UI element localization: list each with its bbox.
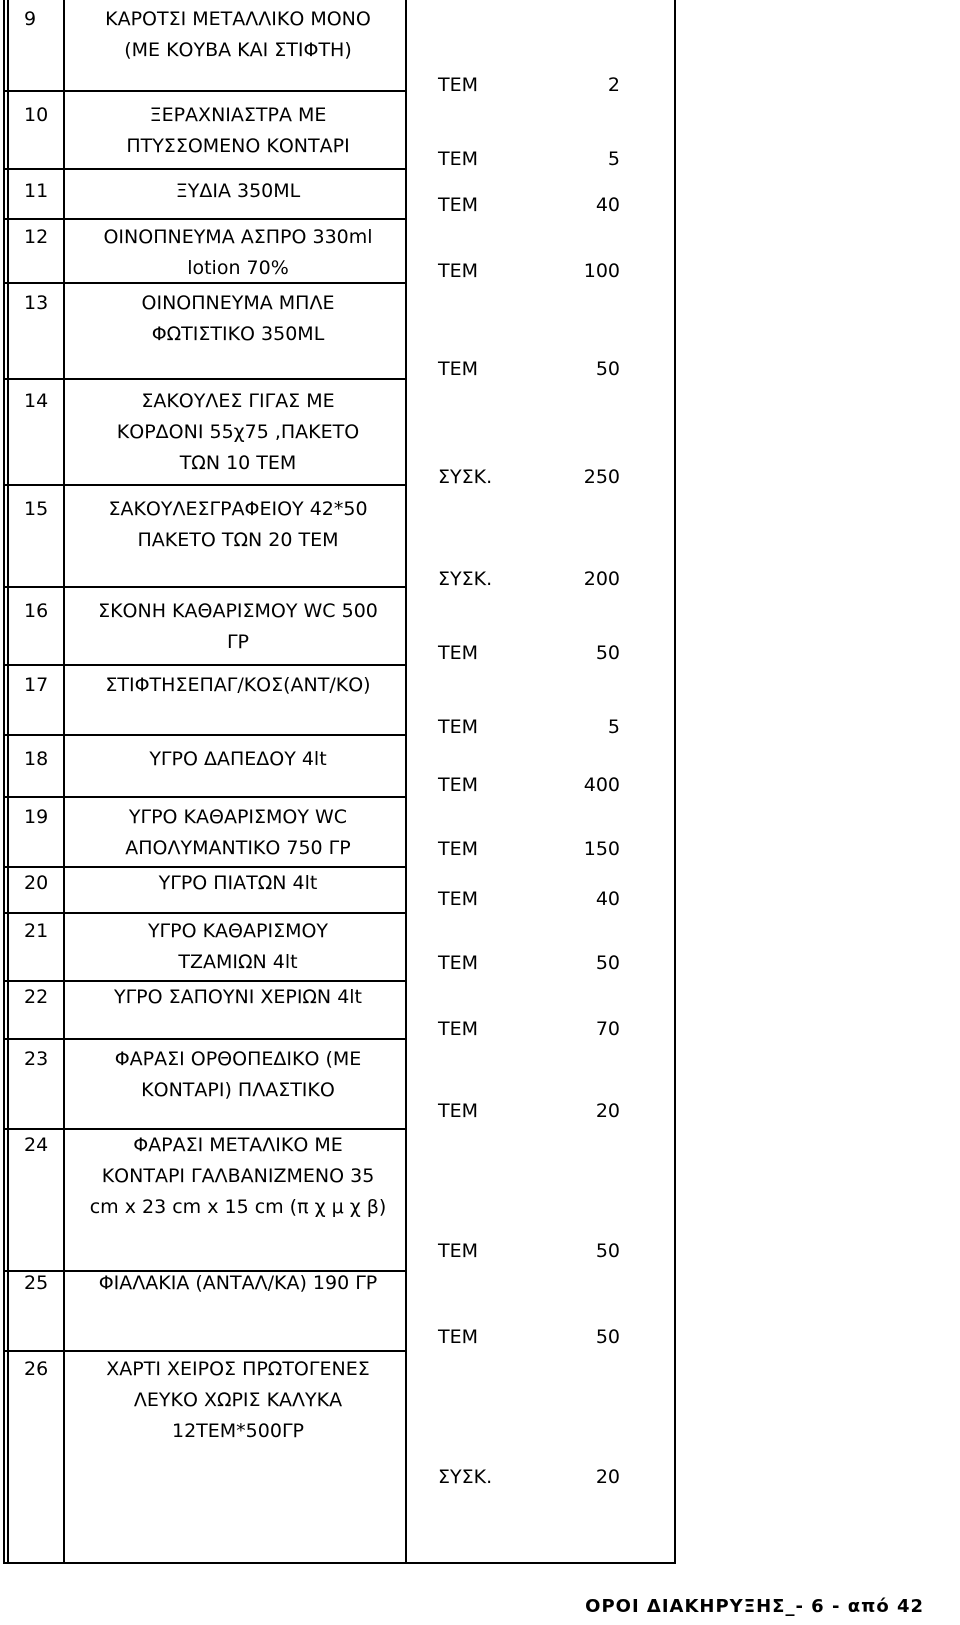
col-divider-num	[63, 0, 65, 1563]
row-description	[70, 176, 406, 207]
row-number: 14	[24, 390, 49, 412]
row-divider	[4, 734, 406, 736]
row-quantity: 50	[595, 1240, 620, 1262]
description-line: ΑΠΟΛΥΜΑΝΤΙΚΟ 750 ΓΡ	[125, 837, 351, 859]
row-quantity: 2	[607, 74, 620, 96]
row-unit: ΤΕΜ	[438, 358, 479, 380]
row-number: 20	[24, 872, 49, 894]
row-description	[70, 1268, 406, 1299]
row-number: 24	[24, 1134, 49, 1156]
row-unit: ΤΕΜ	[438, 642, 479, 664]
row-unit: ΤΕΜ	[438, 260, 479, 282]
description-line: ΞΕΡΑΧΝΙΑΣΤΡΑ ΜΕ	[149, 104, 327, 126]
row-quantity: 100	[583, 260, 620, 282]
row-unit: ΤΕΜ	[438, 1240, 479, 1262]
row-number: 23	[24, 1048, 49, 1070]
row-divider	[4, 168, 406, 170]
row-divider	[4, 1038, 406, 1040]
description-line: ΠΑΚΕΤΟ ΤΩΝ 20 ΤΕΜ	[137, 529, 339, 551]
row-description	[70, 982, 406, 1013]
row-description	[70, 100, 406, 162]
row-description	[70, 1354, 406, 1447]
row-description	[70, 4, 406, 66]
row-quantity: 5	[607, 716, 620, 738]
row-unit: ΤΕΜ	[438, 838, 479, 860]
description-line: cm x 23 cm x 15 cm (π χ μ χ β)	[89, 1196, 387, 1218]
description-line: ΟΙΝΟΠΝΕΥΜΑ ΜΠΛΕ	[141, 292, 335, 314]
row-quantity: 5	[607, 148, 620, 170]
description-line: ΧΑΡΤΙ ΧΕΙΡΟΣ ΠΡΩΤΟΓΕΝΕΣ	[106, 1358, 370, 1380]
row-number: 18	[24, 748, 49, 770]
description-line: ΥΓΡΟ ΚΑΘΑΡΙΣΜΟΥ	[147, 920, 329, 942]
row-divider	[4, 796, 406, 798]
row-number: 10	[24, 104, 49, 126]
row-quantity: 250	[583, 466, 620, 488]
description-line: ΚΟΝΤΑΡΙ) ΠΛΑΣΤΙΚΟ	[141, 1079, 335, 1101]
bottom-border	[3, 1562, 676, 1564]
row-description	[70, 670, 406, 701]
row-unit: ΤΕΜ	[438, 952, 479, 974]
description-line: ΦΙΑΛΑΚΙΑ (ΑΝΤΑΛ/ΚΑ) 190 ΓΡ	[98, 1272, 378, 1294]
row-quantity: 400	[583, 774, 620, 796]
row-description	[70, 596, 406, 658]
description-line: lotion 70%	[187, 257, 289, 279]
row-description	[70, 868, 406, 899]
description-line: ΚΟΡΔΟΝΙ 55χ75 ,ΠΑΚΕΤΟ	[116, 421, 360, 443]
description-line: ΤΖΑΜΙΩΝ 4lt	[178, 951, 298, 973]
description-line: ΓΡ	[226, 631, 250, 653]
page-footer: ΟΡΟΙ ΔΙΑΚΗΡΥΞΗΣ_- 6 - από 42	[585, 1596, 924, 1617]
row-description	[70, 222, 406, 284]
row-unit: ΤΕΜ	[438, 74, 479, 96]
row-divider	[4, 1350, 406, 1352]
description-line: ΥΓΡΟ ΠΙΑΤΩΝ 4lt	[158, 872, 318, 894]
row-divider	[4, 912, 406, 914]
row-quantity: 150	[583, 838, 620, 860]
row-divider	[4, 664, 406, 666]
row-unit: ΤΕΜ	[438, 1018, 479, 1040]
row-description	[70, 1130, 406, 1223]
row-divider	[4, 90, 406, 92]
row-unit: ΤΕΜ	[438, 888, 479, 910]
right-border	[674, 0, 676, 1563]
row-unit: ΤΕΜ	[438, 716, 479, 738]
row-divider	[4, 218, 406, 220]
description-line: ΣΤΙΦΤΗΣΕΠΑΓ/ΚΟΣ(ΑΝΤ/ΚΟ)	[105, 674, 371, 696]
description-line: ΣΑΚΟΥΛΕΣ ΓΙΓΑΣ ΜΕ	[141, 390, 335, 412]
description-line: ΤΩΝ 10 ΤΕΜ	[179, 452, 297, 474]
row-number: 11	[24, 180, 49, 202]
row-number: 26	[24, 1358, 49, 1380]
row-quantity: 200	[583, 568, 620, 590]
row-description	[70, 802, 406, 864]
row-quantity: 70	[595, 1018, 620, 1040]
row-unit: ΣΥΣΚ.	[438, 1466, 493, 1488]
row-unit: ΤΕΜ	[438, 1100, 479, 1122]
row-unit: ΤΕΜ	[438, 1326, 479, 1348]
row-quantity: 40	[595, 888, 620, 910]
row-description	[70, 494, 406, 556]
row-unit: ΤΕΜ	[438, 194, 479, 216]
description-line: ΥΓΡΟ ΔΑΠΕΔΟΥ 4lt	[149, 748, 327, 770]
row-description	[70, 288, 406, 350]
left-border-2	[7, 0, 9, 1563]
description-line: ΦΩΤΙΣΤΙΚΟ 350ML	[151, 323, 325, 345]
row-description	[70, 1044, 406, 1106]
description-line: ΚΟΝΤΑΡΙ ΓΑΛΒΑΝΙΖΜΕΝΟ 35	[101, 1165, 375, 1187]
row-description	[70, 386, 406, 479]
description-line: ΣΑΚΟΥΛΕΣΓΡΑΦΕΙΟΥ 42*50	[108, 498, 368, 520]
row-quantity: 50	[595, 642, 620, 664]
description-line: ΞΥΔΙΑ 350ML	[175, 180, 301, 202]
left-border-1	[3, 0, 5, 1563]
row-number: 9	[24, 8, 37, 30]
row-number: 25	[24, 1272, 49, 1294]
row-number: 15	[24, 498, 49, 520]
row-quantity: 20	[595, 1466, 620, 1488]
row-quantity: 50	[595, 952, 620, 974]
row-unit: ΣΥΣΚ.	[438, 466, 493, 488]
row-number: 12	[24, 226, 49, 248]
description-line: ΚΑΡΟΤΣΙ ΜΕΤΑΛΛΙΚΟ ΜΟΝΟ	[105, 8, 371, 30]
row-quantity: 20	[595, 1100, 620, 1122]
description-line: 12ΤΕΜ*500ΓΡ	[172, 1420, 304, 1442]
row-quantity: 50	[595, 1326, 620, 1348]
description-line: ΛΕΥΚΟ ΧΩΡΙΣ ΚΑΛΥΚΑ	[133, 1389, 343, 1411]
row-number: 17	[24, 674, 49, 696]
description-line: ΟΙΝΟΠΝΕΥΜΑ ΑΣΠΡΟ 330ml	[103, 226, 373, 248]
description-line: ΦΑΡΑΣΙ ΟΡΘΟΠΕΔΙΚΟ (ΜΕ	[114, 1048, 362, 1070]
description-line: ΥΓΡΟ ΣΑΠΟΥΝΙ ΧΕΡΙΩΝ 4lt	[113, 986, 363, 1008]
row-divider	[4, 378, 406, 380]
description-line: ΣΚΟΝΗ ΚΑΘΑΡΙΣΜΟΥ WC 500	[98, 600, 378, 622]
row-number: 16	[24, 600, 49, 622]
description-line: ΥΓΡΟ ΚΑΘΑΡΙΣΜΟΥ WC	[128, 806, 348, 828]
row-quantity: 50	[595, 358, 620, 380]
row-description	[70, 916, 406, 978]
description-line: ΠΤΥΣΣΟΜΕΝΟ ΚΟΝΤΑΡΙ	[126, 135, 350, 157]
row-number: 19	[24, 806, 49, 828]
row-description	[70, 744, 406, 775]
row-number: 22	[24, 986, 49, 1008]
row-number: 21	[24, 920, 49, 942]
description-line: ΦΑΡΑΣΙ ΜΕΤΑΛΙΚΟ ΜΕ	[133, 1134, 343, 1156]
row-unit: ΤΕΜ	[438, 774, 479, 796]
row-divider	[4, 586, 406, 588]
row-divider	[4, 484, 406, 486]
row-unit: ΤΕΜ	[438, 148, 479, 170]
row-unit: ΣΥΣΚ.	[438, 568, 493, 590]
row-number: 13	[24, 292, 49, 314]
row-quantity: 40	[595, 194, 620, 216]
description-line: (ΜΕ ΚΟΥΒΑ ΚΑΙ ΣΤΙΦΤΗ)	[124, 39, 352, 61]
